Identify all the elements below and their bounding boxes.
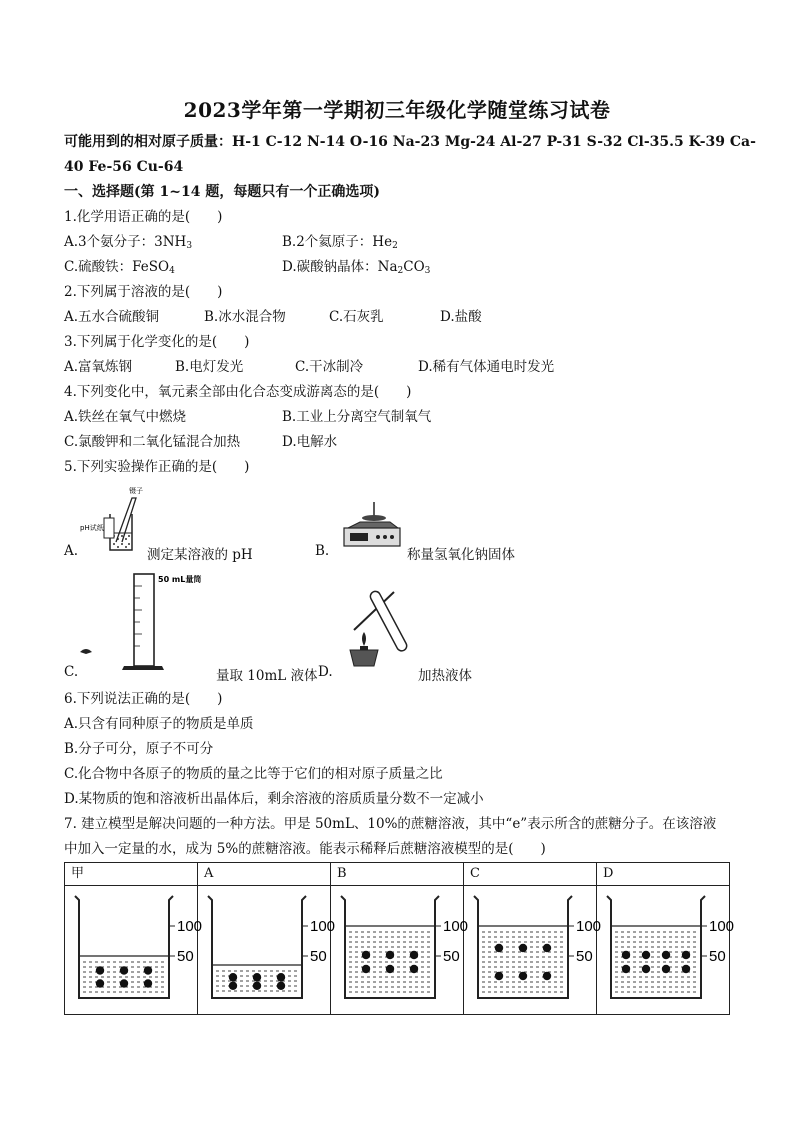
q1-b-sub: 2 bbox=[392, 241, 398, 251]
q1-a-sub: 3 bbox=[186, 241, 193, 251]
q4-option-b: B.工业上分离空气制氧气 bbox=[282, 409, 432, 425]
q1-d-mid: CO bbox=[403, 259, 425, 275]
sugar-molecule bbox=[519, 972, 527, 980]
q2-option-d: D.盐酸 bbox=[440, 309, 482, 325]
mark-100-label: 100 bbox=[443, 918, 469, 935]
mark-100-label: 100 bbox=[576, 918, 602, 935]
cylinder-label: 50 mL量筒 bbox=[158, 575, 202, 584]
q5-stem: 5.下列实验操作正确的是( ) bbox=[64, 459, 250, 475]
sugar-molecule bbox=[229, 982, 237, 990]
header-d: D bbox=[597, 863, 730, 886]
q6-option-a: A.只含有同种原子的物质是单质 bbox=[64, 716, 254, 732]
header-c: C bbox=[464, 863, 597, 886]
atomic-masses-label: 可能用到的相对原子质量： bbox=[64, 134, 232, 150]
sugar-molecule bbox=[144, 979, 152, 987]
q5-c-text: 量取 10mL 液体 bbox=[216, 668, 318, 684]
weighing-pan-icon bbox=[362, 515, 386, 521]
header-jia: 甲 bbox=[65, 863, 198, 886]
section-heading: 一、选择题(第 1~14 题，每题只有一个正确选项) bbox=[64, 184, 380, 200]
heating-figure bbox=[340, 582, 420, 674]
sugar-molecule bbox=[662, 965, 670, 973]
sugar-molecule bbox=[386, 965, 394, 973]
sugar-molecule bbox=[277, 973, 285, 981]
sugar-molecule bbox=[96, 979, 104, 987]
sugar-molecule bbox=[362, 965, 370, 973]
model-a bbox=[198, 886, 336, 1015]
flame-icon bbox=[362, 632, 366, 646]
sugar-molecule bbox=[662, 951, 670, 959]
q3-option-d: D.稀有气体通电时发光 bbox=[418, 359, 555, 375]
graduated-cylinder-icon bbox=[134, 574, 154, 666]
model-jia bbox=[65, 886, 203, 1015]
sugar-molecule bbox=[622, 951, 630, 959]
model-c bbox=[464, 886, 602, 1015]
atomic-masses-values: H-1 C-12 N-14 O-16 Na-23 Mg-24 Al-27 P-31 S-32 Cl-35.5 K-39 Ca- bbox=[232, 134, 756, 150]
q5-a-text: 测定某溶液的 pH bbox=[147, 547, 253, 563]
sugar-molecule bbox=[495, 944, 503, 952]
tweezers-label: 镊子 bbox=[129, 487, 143, 495]
mark-50-label: 50 bbox=[709, 948, 726, 965]
mark-50-label: 50 bbox=[177, 948, 194, 965]
header-a: A bbox=[198, 863, 331, 886]
q1-a-text: A.3个氨分子：3NH bbox=[64, 234, 187, 250]
balance-figure bbox=[338, 498, 402, 556]
q5-a-letter: A. bbox=[64, 543, 79, 559]
ph-paper-label: pH试纸 bbox=[80, 524, 104, 532]
sugar-molecule bbox=[543, 944, 551, 952]
q7-line2: 中加入一定量的水，成为 5%的蔗糖溶液。能表示稀释后蔗糖溶液模型的是( ) bbox=[64, 841, 546, 857]
sugar-molecule bbox=[543, 972, 551, 980]
q2-option-a: A.五水合硫酸铜 bbox=[64, 309, 160, 325]
q6-option-d: D.某物质的饱和溶液析出晶体后，剩余溶液的溶质质量分数不一定减小 bbox=[64, 791, 484, 807]
q1-option-a bbox=[64, 233, 192, 255]
sugar-molecule bbox=[253, 973, 261, 981]
mark-50-label: 50 bbox=[576, 948, 593, 965]
q4-option-d: D.电解水 bbox=[282, 434, 338, 450]
alcohol-lamp-icon bbox=[350, 650, 378, 666]
q1-d-text: D.碳酸钠晶体：Na bbox=[282, 259, 398, 275]
atomic-masses-line1 bbox=[64, 133, 756, 151]
q2-stem: 2.下列属于溶液的是( ) bbox=[64, 284, 223, 300]
sugar-molecule bbox=[410, 951, 418, 959]
model-d bbox=[597, 886, 735, 1015]
q3-option-c: C.干冰制冷 bbox=[295, 359, 364, 375]
q7-line1: 7. 建立模型是解决问题的一种方法。甲是 50mL、10%的蔗糖溶液，其中“e”表示所含的蔗糖分子。在该溶液 bbox=[64, 816, 717, 832]
mark-100-label: 100 bbox=[310, 918, 336, 935]
header-b: B bbox=[331, 863, 464, 886]
sugar-molecule bbox=[120, 966, 128, 974]
q6-option-b: B.分子可分，原子不可分 bbox=[64, 741, 214, 757]
q3-option-a: A.富氧炼钢 bbox=[64, 359, 133, 375]
q1-d-sub2: 3 bbox=[424, 266, 431, 276]
q5-c-letter: C. bbox=[64, 664, 79, 680]
tweezers-icon bbox=[116, 498, 136, 542]
q4-stem: 4.下列变化中，氧元素全部由化合态变成游离态的是( ) bbox=[64, 384, 412, 400]
q4-option-c: C.氯酸钾和二氧化锰混合加热 bbox=[64, 434, 241, 450]
ph-paper-icon bbox=[104, 518, 114, 538]
q1-stem: 1.化学用语正确的是( ) bbox=[64, 209, 223, 225]
q4-option-a: A.铁丝在氧气中燃烧 bbox=[64, 409, 187, 425]
q2-option-b: B.冰水混合物 bbox=[204, 309, 286, 325]
sugar-molecule bbox=[642, 965, 650, 973]
q3-option-b: B.电灯发光 bbox=[175, 359, 244, 375]
mark-50-label: 50 bbox=[443, 948, 460, 965]
sugar-molecule bbox=[253, 982, 261, 990]
sugar-molecule bbox=[682, 965, 690, 973]
q3-stem: 3.下列属于化学变化的是( ) bbox=[64, 334, 250, 350]
sugar-molecule bbox=[410, 965, 418, 973]
sugar-molecule bbox=[144, 966, 152, 974]
q6-option-c: C.化合物中各原子的物质的量之比等于它们的相对原子质量之比 bbox=[64, 766, 443, 782]
q5-d-text: 加热液体 bbox=[418, 668, 472, 684]
q1-c-text: C.硫酸铁：FeSO bbox=[64, 259, 170, 275]
cylinder-figure bbox=[70, 570, 220, 680]
q1-c-sub: 4 bbox=[169, 266, 175, 276]
q6-stem: 6.下列说法正确的是( ) bbox=[64, 691, 223, 707]
sugar-molecule bbox=[682, 951, 690, 959]
q2-option-c: C.石灰乳 bbox=[329, 309, 384, 325]
sugar-molecule bbox=[519, 944, 527, 952]
mark-50-label: 50 bbox=[310, 948, 327, 965]
page-title: 2023学年第一学期初三年级化学随堂练习试卷 bbox=[183, 98, 611, 122]
eye-icon bbox=[80, 649, 92, 654]
mark-100-label: 100 bbox=[709, 918, 735, 935]
sugar-molecule bbox=[229, 973, 237, 981]
q1-d-sub1: 2 bbox=[397, 266, 404, 276]
sugar-molecule bbox=[386, 951, 394, 959]
sugar-molecule bbox=[622, 965, 630, 973]
test-tube-icon bbox=[369, 590, 409, 653]
sugar-molecule bbox=[642, 951, 650, 959]
model-table bbox=[64, 862, 735, 1015]
sugar-molecule bbox=[277, 982, 285, 990]
ph-test-figure bbox=[80, 484, 142, 556]
mark-100-label: 100 bbox=[177, 918, 203, 935]
q5-b-letter: B. bbox=[315, 543, 330, 559]
q1-option-b bbox=[282, 233, 398, 255]
q5-b-text: 称量氢氧化钠固体 bbox=[407, 547, 515, 563]
q1-b-text: B.2个氦原子：He bbox=[282, 234, 393, 250]
q5-d-letter: D. bbox=[318, 664, 333, 680]
sugar-molecule bbox=[120, 979, 128, 987]
sugar-molecule bbox=[96, 966, 104, 974]
atomic-masses-line2: 40 Fe-56 Cu-64 bbox=[64, 159, 184, 175]
q1-option-d bbox=[282, 258, 430, 280]
sugar-molecule bbox=[495, 972, 503, 980]
sugar-molecule bbox=[362, 951, 370, 959]
model-b bbox=[331, 886, 469, 1015]
q1-option-c bbox=[64, 258, 175, 280]
